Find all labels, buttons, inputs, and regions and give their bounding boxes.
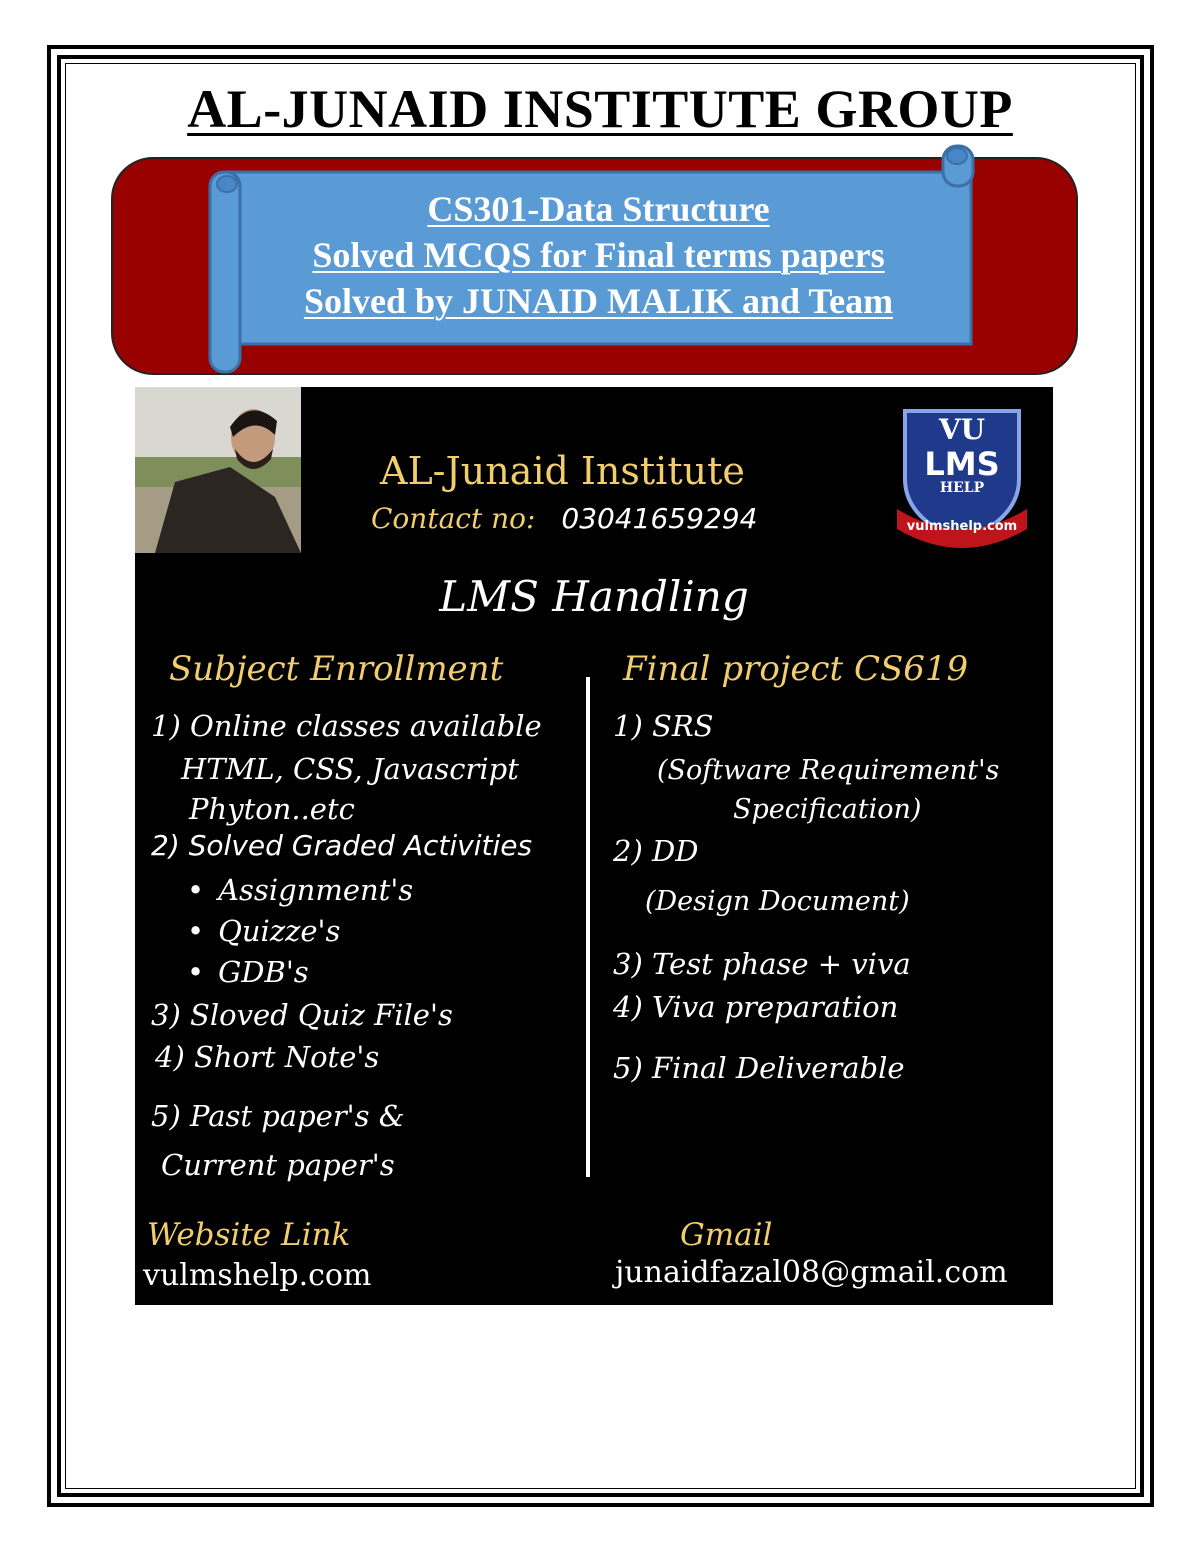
- logo-top-text: VU: [938, 413, 986, 446]
- contact-line: [371, 502, 757, 535]
- flyer-title: LMS Handling: [439, 572, 749, 621]
- banner-text: [236, 186, 961, 324]
- profile-photo: [135, 387, 301, 553]
- vulms-help-logo: [887, 399, 1037, 549]
- bullet-quizzes: • Quizze's: [187, 914, 340, 948]
- right-column-heading: Final project CS619: [623, 649, 969, 689]
- logo-ribbon-text: vulmshelp.com: [906, 519, 1018, 534]
- website-label: Website Link: [147, 1217, 351, 1253]
- gmail-address[interactable]: junaidfazal08@gmail.com: [615, 1255, 1008, 1290]
- left-item-4: 4) Short Note's: [155, 1040, 380, 1074]
- banner-line-subtitle: Solved MCQS for Final terms papers: [312, 235, 885, 275]
- left-item-5: 5) Past paper's &: [151, 1099, 405, 1133]
- logo-middle-text: LMS: [924, 445, 1000, 483]
- right-item-3: 3) Test phase + viva: [613, 947, 911, 981]
- left-item-2: 2) Solved Graded Activities: [151, 829, 533, 862]
- advert-flyer: [135, 387, 1053, 1305]
- right-item-2: 2) DD: [613, 834, 699, 868]
- website-link[interactable]: vulmshelp.com: [143, 1258, 372, 1293]
- banner-line-author: Solved by JUNAID MALIK and Team: [303, 281, 894, 321]
- left-column-heading: Subject Enrollment: [169, 649, 504, 689]
- right-item-5: 5) Final Deliverable: [613, 1051, 905, 1085]
- right-item-1: 1) SRS: [613, 709, 714, 743]
- contact-label: Contact no:: [371, 502, 536, 535]
- bullet-assignments: • Assignment's: [187, 873, 413, 907]
- left-item-1: 1) Online classes available: [151, 709, 542, 743]
- gmail-label: Gmail: [680, 1217, 773, 1253]
- left-item-3: 3) Sloved Quiz File's: [151, 998, 453, 1032]
- contact-number: 03041659294: [561, 502, 758, 535]
- right-item-1-sub-2: Specification): [733, 794, 922, 825]
- left-item-5-line-2: Current paper's: [161, 1148, 395, 1182]
- column-divider: [586, 677, 590, 1177]
- institute-name: AL-Junaid Institute: [380, 449, 745, 493]
- left-item-1-line-2: HTML, CSS, Javascript: [181, 752, 519, 786]
- logo-bottom-text: HELP: [939, 480, 985, 496]
- right-item-1-sub-1: (Software Requirement's: [657, 755, 1000, 786]
- right-item-4: 4) Viva preparation: [613, 990, 899, 1024]
- right-item-2-sub: (Design Document): [645, 886, 910, 917]
- bullet-gdbs: • GDB's: [187, 955, 309, 989]
- document-title: AL-JUNAID INSTITUTE GROUP: [187, 79, 1013, 139]
- left-item-1-line-3: Phyton..etc: [189, 792, 355, 826]
- banner-line-course: CS301-Data Structure: [427, 189, 770, 229]
